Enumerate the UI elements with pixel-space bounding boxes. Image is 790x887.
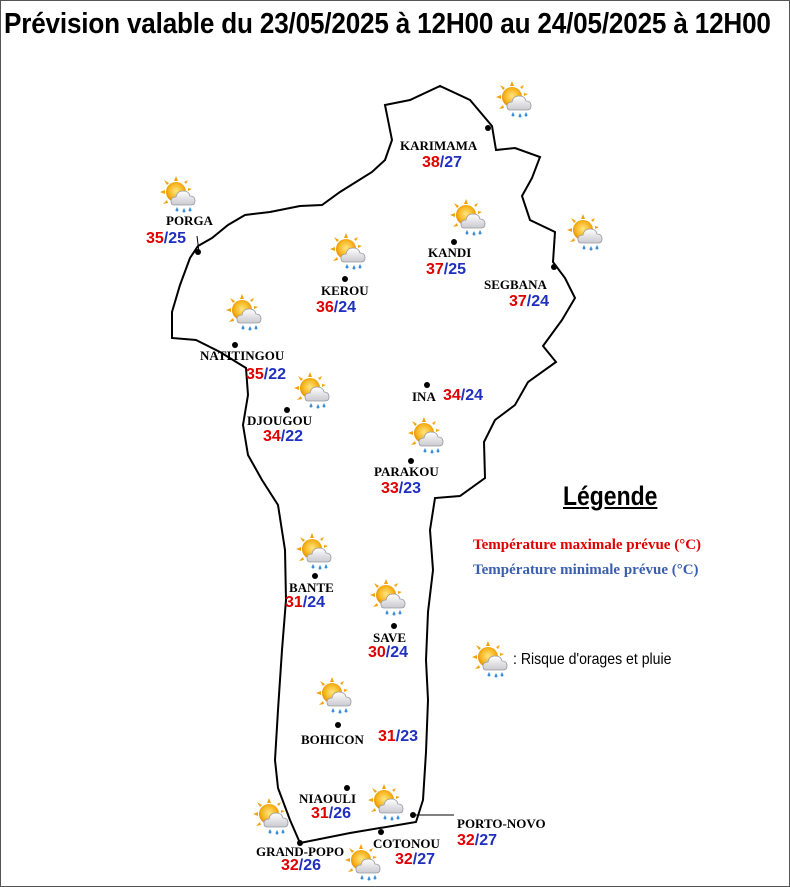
temp-max: 31 <box>378 728 396 745</box>
city-temps: 34/24 <box>443 387 484 404</box>
temp-max: 30 <box>368 644 386 661</box>
temp-max: 35 <box>246 366 264 383</box>
temp-min: 25 <box>448 261 467 278</box>
sun-cloud-rain-icon <box>296 532 336 572</box>
sun-cloud-rain-icon <box>253 797 293 837</box>
city-name: GRAND-POPO <box>256 844 345 859</box>
legend-title: Légende <box>563 481 658 511</box>
city-temps: 36/24 <box>316 299 357 316</box>
temp-min: 25 <box>168 230 187 247</box>
city-name: BOHICON <box>301 732 364 747</box>
temp-max: 32 <box>395 851 413 868</box>
city-dot <box>195 249 201 255</box>
temp-max: 31 <box>285 594 303 611</box>
city-name: SEGBANA <box>484 277 547 292</box>
sun-cloud-rain-icon <box>496 80 536 120</box>
temp-min: 23 <box>403 480 422 497</box>
temp-max: 37 <box>426 261 444 278</box>
temp-min: 27 <box>444 154 463 171</box>
city-temps: 32/26 <box>281 857 322 874</box>
city-dot <box>335 722 341 728</box>
city-dot <box>378 829 384 835</box>
city-name: INA <box>412 389 436 404</box>
forecast-title: Prévision valable du 23/05/2025 à 12H00 au 24/05/2025 à 12H00 <box>4 8 771 40</box>
temp-max: 38 <box>422 154 440 171</box>
city-temps: 35/22 <box>246 366 287 383</box>
sun-cloud-rain-icon <box>160 175 200 215</box>
temp-min: 27 <box>417 851 436 868</box>
city-temps: 31/26 <box>311 805 352 822</box>
city-temps: 30/24 <box>368 644 409 661</box>
city-name: COTONOU <box>373 836 440 851</box>
city-dot <box>312 573 318 579</box>
city-dot <box>391 623 397 629</box>
sun-cloud-rain-icon <box>370 578 410 618</box>
city-temps: 31/23 <box>378 728 419 745</box>
city-name: PORTO-NOVO <box>457 816 546 831</box>
city-name: PARAKOU <box>374 464 439 479</box>
temp-max: 37 <box>509 293 527 310</box>
city-temps: 34/22 <box>263 428 304 445</box>
sun-cloud-rain-icon <box>472 640 512 680</box>
city-temps: 37/25 <box>426 261 467 278</box>
temp-min: 24 <box>390 644 409 661</box>
city-name: KANDI <box>428 245 472 260</box>
city-temps: 37/24 <box>509 293 550 310</box>
temp-max: 36 <box>316 299 334 316</box>
temp-min: 27 <box>479 832 498 849</box>
city-name: PORGA <box>166 213 213 228</box>
city-temps: 32/27 <box>457 832 498 849</box>
city-temps: 32/27 <box>395 851 436 868</box>
temp-min: 26 <box>303 857 322 874</box>
sun-cloud-rain-icon <box>450 198 490 238</box>
temp-min: 24 <box>338 299 357 316</box>
sun-cloud-rain-icon <box>567 213 607 253</box>
temp-min: 24 <box>531 293 550 310</box>
legend-min-label: Température minimale prévue (°C) <box>473 562 699 578</box>
city-temps: 31/24 <box>285 594 326 611</box>
city-name: BANTE <box>289 580 334 595</box>
city-name: DJOUGOU <box>247 413 312 428</box>
temp-min: 23 <box>400 728 419 745</box>
sun-cloud-rain-icon <box>330 232 370 272</box>
city-name: KARIMAMA <box>400 138 478 153</box>
city-temps: 35/25 <box>146 230 187 247</box>
city-dot <box>342 276 348 282</box>
temp-max: 32 <box>281 857 299 874</box>
city-dot <box>551 264 557 270</box>
city-name: NATITINGOU <box>200 348 285 363</box>
city-dot <box>485 125 491 131</box>
city-name: KEROU <box>321 283 369 298</box>
temp-max: 34 <box>443 387 461 404</box>
legend-storm-label: : Risque d'orages et pluie <box>513 651 672 668</box>
sun-cloud-rain-icon <box>316 676 356 716</box>
temp-max: 35 <box>146 230 164 247</box>
temp-max: 34 <box>263 428 281 445</box>
temp-min: 24 <box>307 594 326 611</box>
temp-max: 32 <box>457 832 475 849</box>
sun-cloud-rain-icon <box>368 783 408 823</box>
sun-cloud-rain-icon <box>408 416 448 456</box>
temp-min: 26 <box>333 805 352 822</box>
temp-min: 22 <box>268 366 287 383</box>
city-temps: 33/23 <box>381 480 422 497</box>
sun-cloud-rain-icon <box>294 371 334 411</box>
legend-max-label: Température maximale prévue (°C) <box>473 537 702 553</box>
temp-max: 33 <box>381 480 399 497</box>
city-dot <box>410 812 416 818</box>
city-temps: 38/27 <box>422 154 463 171</box>
sun-cloud-rain-icon <box>226 293 266 333</box>
city-dot <box>424 382 430 388</box>
temp-max: 31 <box>311 805 329 822</box>
city-name: SAVE <box>373 630 407 645</box>
temp-min: 22 <box>285 428 304 445</box>
temp-min: 24 <box>465 387 484 404</box>
city-name: NIAOULI <box>299 791 357 806</box>
